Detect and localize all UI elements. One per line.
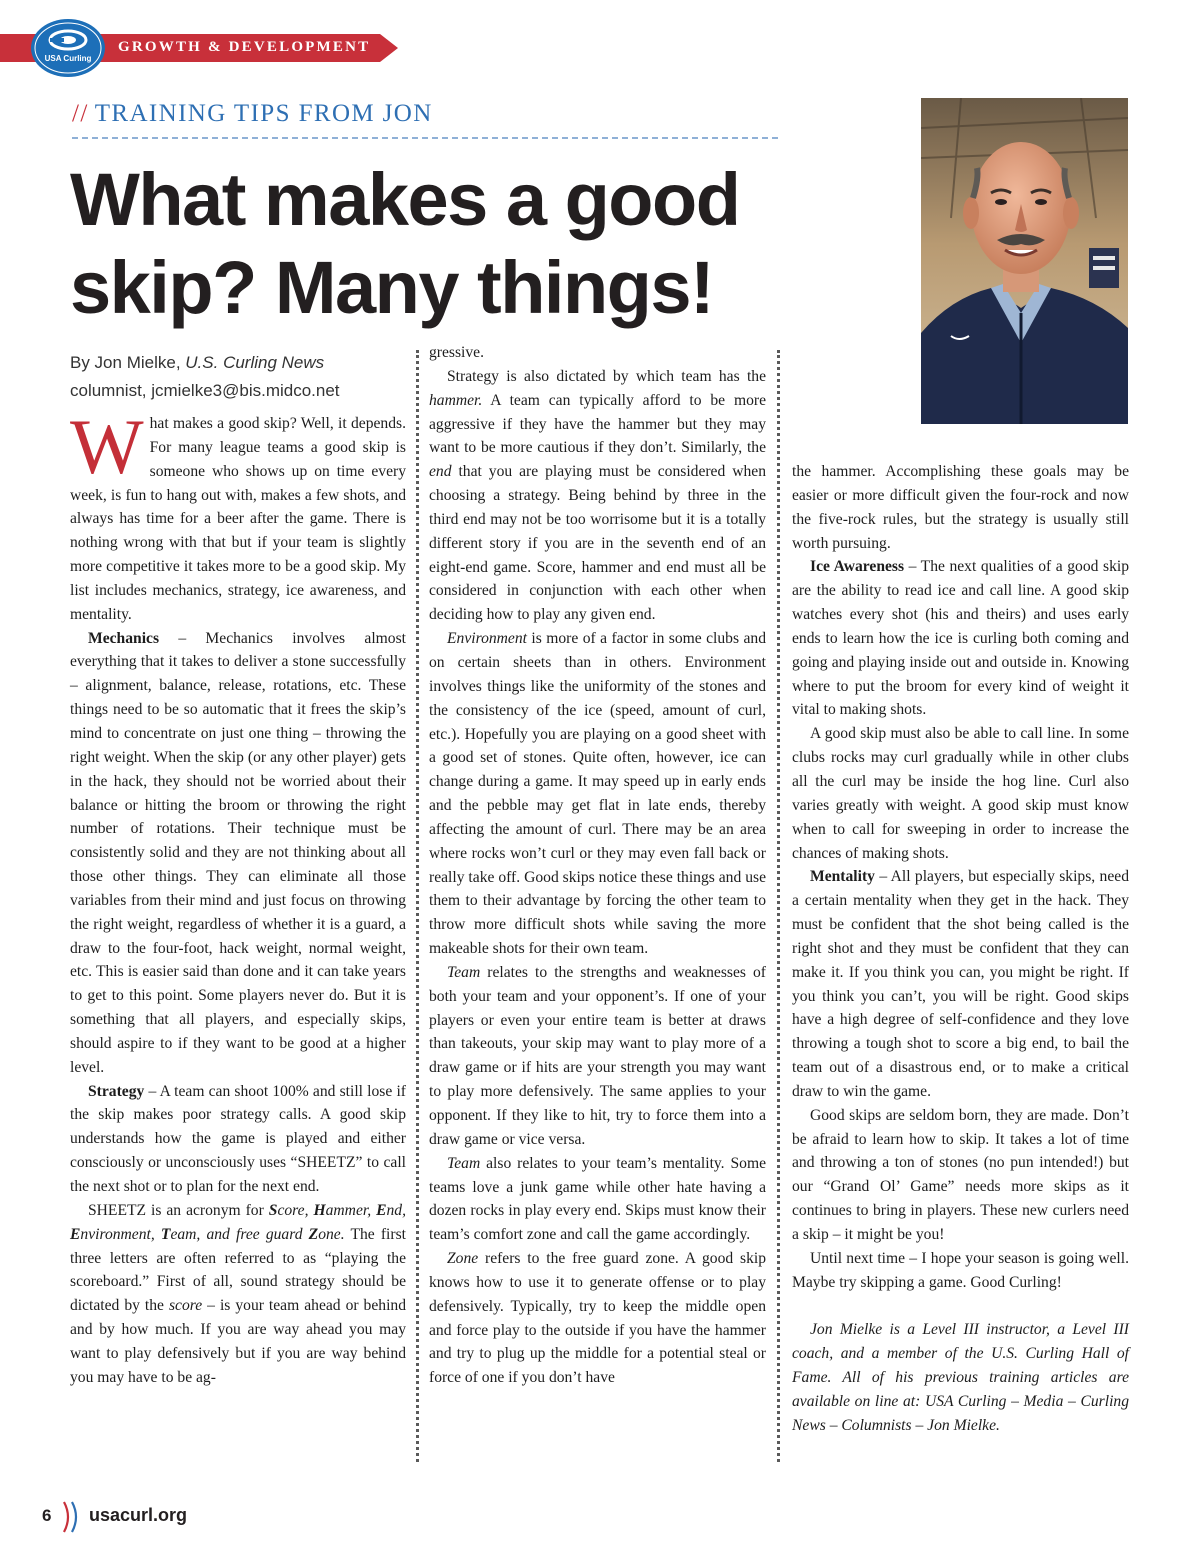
environment-paragraph [429,627,766,961]
team-term: Team [447,963,481,981]
ice-awareness-lead: Ice Awareness [810,558,905,576]
article-column-1 [70,403,406,1390]
kicker-slashes: // [72,100,89,127]
site-link[interactable]: usacurl.org [89,1505,188,1525]
author-bio: Jon Mielke is a Level III instructor, a Level III coach, and a member of the U.S. Curling Hall of Fame. All of his previous training articles are available on line at: USA Curling – Media – Curling News – Columnists – Jon Mielke. [792,1321,1129,1434]
usa-curling-logo [30,18,106,78]
team-mentality-paragraph [429,1152,766,1247]
zone-paragraph [429,1247,766,1390]
sheetz-e2: E [70,1225,81,1243]
intro-paragraph [70,403,406,627]
continuation-paragraph-3: the hammer. Accomplishing these goals may be easier or more difficult given the four-rock and now the five-rock rules, but the strategy is usually still worth pursuing. [792,463,1129,552]
author-photo [921,98,1128,424]
mechanics-text: – Mechanics involves almost everything that it takes to deliver a stone successfully – alignment, balance, release, rotations, etc. These things need to be so automatic that it frees the skip’s mind to concentrate on just one thing – throwing the right weight. When the skip (or any other player) gets in the hack, they should not be worried about their balance or hitting the broom or throwing the right number of rotations. Their technique must be consistently solid and they are not thinking about all those other things. They can eliminate all those variables from their mind and just focus on throwing the right weight, regardless of whether it is a guard, a draw to the four-foot, hack weight, normal weight, etc. This is easier said than done and it can take years to get to this point. Some players never do. But it is something that all players, and especially skips, should aspire to if they want to be good at a higher level. [70,629,406,1076]
end-term: end [429,463,452,481]
article-title [70,156,830,332]
sheetz-body: The first three letters are often referred to as “playing the scoreboard.” First of all, sound strategy should be dictated by the [70,1225,406,1315]
sheetz-end: – is your team ahead or behind and by how much. If you are way ahead you may want to play defensively but if you are way behind you may have to be ag- [70,1297,406,1386]
mentality-lead: Mentality [810,868,875,886]
sheetz-s-rest: core, [277,1201,314,1219]
mechanics-lead: Mechanics [88,629,160,647]
article-column-2 [429,341,766,1390]
sheetz-t-rest: eam, and free guard [170,1225,309,1243]
byline-author: By Jon Mielke, [70,353,181,372]
byline [70,349,410,405]
continuation-paragraph: gressive. [429,344,484,361]
zone-text: refers to the free guard zone. A good skip knows how to use it to generate offense or to play defensively. Typically, try to keep the middle open and force play to the outside if you have the hammer and try to plug up the middle for a potential steal or force of one if you don’t have [429,1250,766,1387]
mentality-paragraph [792,865,1129,1103]
double-paren-icon [60,1500,84,1534]
title-line-2: skip? Many things! [70,246,714,329]
column-separator-2 [777,350,780,1462]
environment-text: is more of a factor in some clubs and on certain sheets than in others. Environment involves things like the uniformity of the stones and the consistency of the ice (speed, amount of curl, etc.). Hopefully you are playing on a good sheet with a good set of stones. Quite often, however, ice can change during a game. It may speed up in early ends and the pebble may get flat in late ends, thereby affecting the amount of curl. There may be an area where rocks won’t curl or they may even fall back or really take off. Good skips notice these things and use them to their advantage by forcing the other team to throw more difficult shots while saving the more makeable shots for their own team. [429,630,766,958]
column-separator-1 [416,350,419,1462]
sheetz-e1: E [376,1201,387,1219]
strategy-lead: Strategy [88,1082,145,1100]
article-kicker [72,100,433,128]
environment-term: Environment [447,630,527,648]
title-line-1: What makes a good [70,158,740,241]
mechanics-paragraph [70,627,406,1080]
byline-publication: U.S. Curling News [185,353,325,372]
ice-awareness-paragraph [792,555,1129,722]
team-paragraph [429,961,766,1152]
portrait-photo [921,98,1128,424]
team-text: relates to the strengths and weaknesses of both your team and your opponent’s. If one of your players or even your entire team is better at draws than takeouts, your skip may want to play more of a draw game or if hits are your strength you may want to play more defensively. The same applies to your opponent. If they like to hit, try to force them into a draw game or vice versa. [429,963,766,1148]
intro-text: hat makes a good skip? Well, it depends. For many league teams a good skip is someone who shows up on time every week, is fun to hang out with, makes a few shots, and always has time for a beer after the game. There is nothing wrong with that but if your team is slightly more competitive it takes more to be a good skip. My list includes mechanics, strategy, ice awareness, and mentality. [70,415,406,623]
sheetz-z-rest: one. [318,1225,345,1243]
hammer-text-b: A team can typically afford to be more aggressive if they have the hammer but they may want to be more cautious if they don’t. Similarly, the [429,391,766,457]
byline-contact: columnist, jcmielke3@bis.midco.net [70,381,340,400]
sheetz-h: H [313,1201,326,1219]
strategy-paragraph [70,1080,406,1199]
sheetz-paragraph [70,1199,406,1390]
article-column-3 [792,460,1129,1438]
kicker-text: TRAINING TIPS FROM JON [94,100,433,127]
logo-wordmark: USA Curling [44,54,92,63]
closing-paragraph: Until next time – I hope your season is going well. Maybe try skipping a game. Good Curling! [792,1249,1129,1291]
drop-cap: W [70,403,144,490]
page-number: 6 [42,1506,52,1525]
hammer-term: hammer. [429,391,483,409]
sheetz-e1-rest: nd, [386,1201,406,1219]
sheetz-e2-rest: nvironment, [80,1225,161,1243]
ice-awareness-text: – The next qualities of a good skip are the ability to read ice and call line. A good skip watches every shot (his and theirs) and uses early ends to learn how the ice is curling both coming and going and playing inside out and outside in. Knowing where to put the broom for every kind of weight it vital to making shots. [792,558,1129,719]
mentality-text: – All players, but especially skips, need a certain mentality when they get in the hack. They must be confident that the shot being called is the right shot and they must be confident that they can make it. If you think you can, you might be right. If you think you can’t, you will be right. Good skips have a high degree of self-confidence and they love throwing a tough shot to score a big end, to bail the team out of a disastrous end, or to make a critical draw to win the game. [792,868,1129,1100]
call-line-paragraph: A good skip must also be able to call line. In some clubs rocks may curl gradually while in other clubs all the curl may be inside the hog line. Curl also varies greatly with weight. A good skip must know when to call for sweeping in order to increase the chances of making shots. [792,725,1129,862]
strategy-text: – A team can shoot 100% and still lose if the skip makes poor strategy calls. A good skip understands how the game is played and either consciously or unconsciously uses “SHEETZ” to call the next shot or to plan for the next end. [70,1082,406,1195]
team-term-2: Team [447,1154,481,1172]
zone-term: Zone [447,1250,479,1268]
sheetz-intro: SHEETZ is an acronym for [88,1201,269,1219]
hammer-paragraph [429,365,766,627]
curling-stone-icon [30,18,106,78]
hammer-text-c: that you are playing must be considered when choosing a strategy. Being behind by three in the third end may not be too worrisome but it is a totally different story if you are in the seventh end of an eight-end game. Score, hammer and end must all be considered in conjunction with each other when deciding how to play any given end. [429,463,766,624]
section-label: GROWTH & DEVELOPMENT [118,39,371,55]
kicker-dashed-rule [72,137,778,139]
sheetz-h-rest: ammer, [325,1201,377,1219]
sheetz-t: T [160,1225,171,1243]
good-skips-paragraph: Good skips are seldom born, they are made. Don’t be afraid to learn how to skip. It takes a lot of time and throwing a ton of stones (no pun intended!) but our “Grand Ol’ Game” needs more skips as it continues to bring in players. These new curlers need a skip – it might be you! [792,1106,1129,1243]
hammer-text-a: Strategy is also dictated by which team has the [447,367,766,385]
sheetz-z: Z [308,1225,319,1243]
sheetz-s: S [268,1201,278,1219]
sheetz-score: score [168,1297,203,1315]
team-mentality-text: also relates to your team’s mentality. Some teams love a junk game while other hate having a dozen rocks in play every end. Skips must know their team’s comfort zone and call the game accordingly. [429,1154,766,1244]
